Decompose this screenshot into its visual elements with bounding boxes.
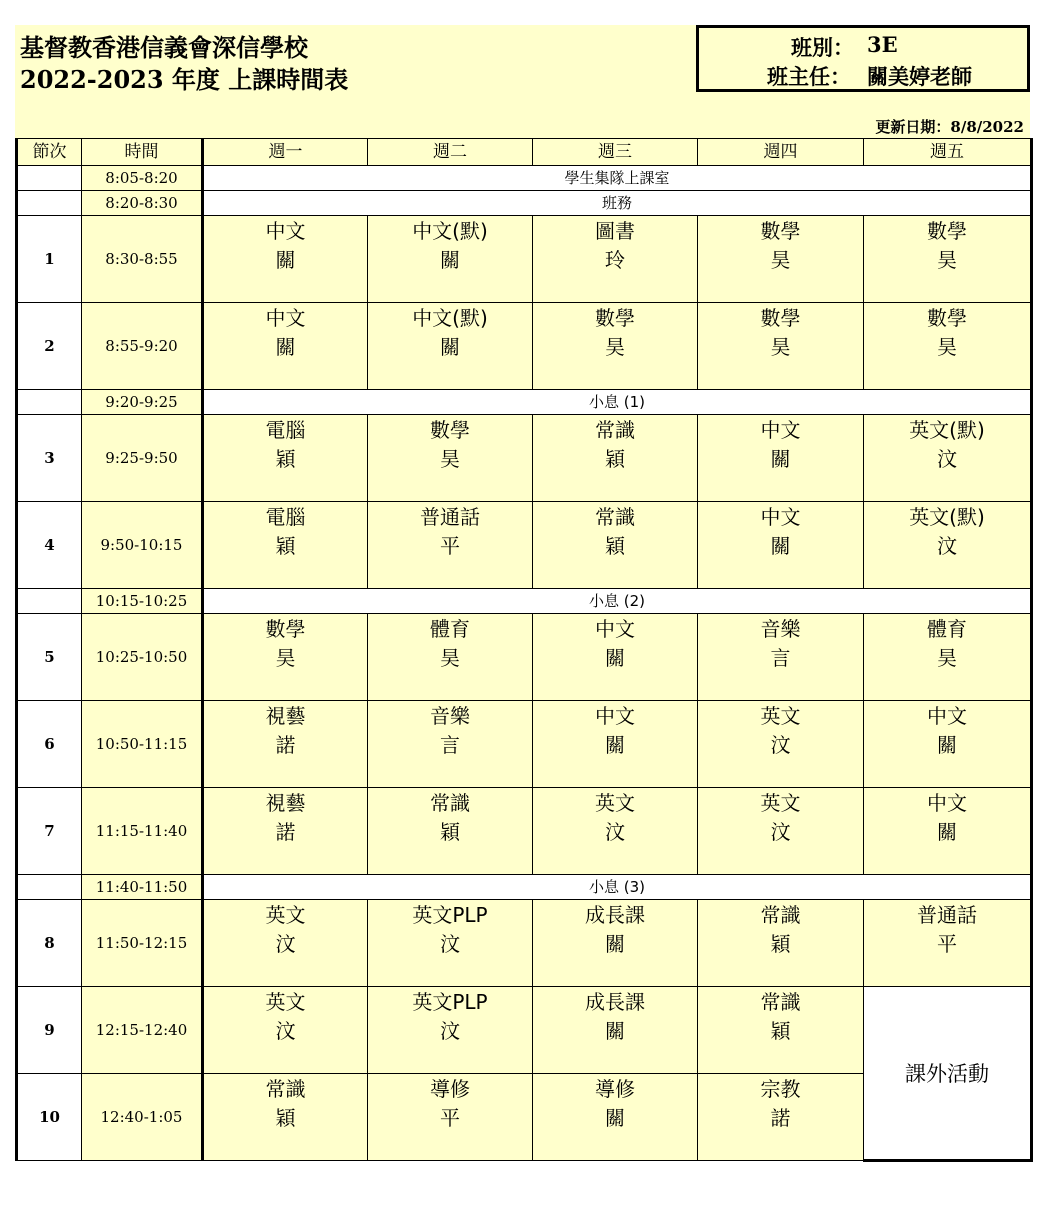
lesson-teacher: 穎 <box>275 447 296 471</box>
break-row <box>17 390 1032 415</box>
lesson-cell <box>864 900 1032 987</box>
lesson-cell <box>533 415 698 502</box>
lesson-teacher: 汶 <box>440 1019 460 1043</box>
lesson-teacher: 汶 <box>605 820 625 844</box>
lesson-cell <box>368 502 533 589</box>
lesson-subject: 英文PLP <box>412 990 488 1014</box>
lesson-teacher: 言 <box>440 733 460 757</box>
lesson-cell <box>864 614 1032 701</box>
lesson-cell <box>203 502 368 589</box>
band-time: 8:20-8:30 <box>82 191 203 216</box>
period-time: 11:50-12:15 <box>82 900 203 987</box>
lesson-cell <box>864 415 1032 502</box>
lesson-subject: 英文 <box>265 990 306 1014</box>
lesson-cell <box>698 900 864 987</box>
lesson-teacher: 穎 <box>605 534 625 558</box>
lesson-teacher: 關 <box>275 335 296 359</box>
lesson-cell <box>533 987 698 1074</box>
lesson-subject: 導修 <box>595 1077 635 1101</box>
period-number: 1 <box>17 216 82 303</box>
class-label: 班別： <box>791 35 854 60</box>
band-label: 學生集隊上課室 <box>203 166 1032 191</box>
lesson-teacher: 關 <box>605 733 625 757</box>
lesson-subject: 英文PLP <box>412 903 488 927</box>
lesson-teacher: 言 <box>770 646 791 670</box>
lesson-teacher: 穎 <box>770 1019 791 1043</box>
timetable-title: 2022-2023 年度 上課時間表 <box>20 65 349 94</box>
class-info-box <box>696 25 1030 92</box>
col-header-tue: 週二 <box>368 139 533 166</box>
lesson-cell <box>368 1074 533 1161</box>
band-period-cell <box>17 589 82 614</box>
period-time: 9:50-10:15 <box>82 502 203 589</box>
period-row <box>17 788 1032 875</box>
lesson-subject: 中文 <box>265 306 306 330</box>
lesson-teacher: 關 <box>605 1106 625 1130</box>
period-number: 10 <box>17 1074 82 1161</box>
period-row <box>17 987 1032 1074</box>
lesson-subject: 中文 <box>927 704 967 728</box>
lesson-teacher: 穎 <box>275 534 296 558</box>
lesson-teacher: 關 <box>440 248 460 272</box>
col-header-thu: 週四 <box>698 139 864 166</box>
lesson-subject: 中文 <box>595 704 635 728</box>
lesson-cell <box>203 216 368 303</box>
period-time: 8:30-8:55 <box>82 216 203 303</box>
lesson-subject: 英文(默) <box>909 505 985 529</box>
lesson-cell <box>368 303 533 390</box>
band-label: 班務 <box>203 191 1032 216</box>
lesson-subject: 普通話 <box>420 505 480 529</box>
lesson-subject: 導修 <box>430 1077 470 1101</box>
period-number: 5 <box>17 614 82 701</box>
lesson-cell <box>368 415 533 502</box>
lesson-teacher: 昊 <box>937 335 957 359</box>
lesson-teacher: 關 <box>605 932 625 956</box>
lesson-teacher: 關 <box>605 1019 625 1043</box>
period-row <box>17 502 1032 589</box>
band-period-cell <box>17 166 82 191</box>
lesson-subject: 體育 <box>430 617 470 641</box>
period-row <box>17 415 1032 502</box>
teacher-value: 關美婷老師 <box>867 64 972 89</box>
lesson-teacher: 關 <box>770 447 791 471</box>
lesson-subject: 中文 <box>265 219 306 243</box>
teacher-label: 班主任： <box>767 64 851 89</box>
period-time: 11:15-11:40 <box>82 788 203 875</box>
timetable <box>15 138 1033 1162</box>
lesson-subject: 數學 <box>430 418 470 442</box>
lesson-teacher: 汶 <box>275 1019 296 1043</box>
lesson-subject: 常識 <box>595 505 635 529</box>
lesson-teacher: 諾 <box>770 1106 791 1130</box>
lesson-cell <box>698 788 864 875</box>
lesson-cell <box>698 502 864 589</box>
lesson-cell <box>533 788 698 875</box>
lesson-subject: 英文 <box>595 791 635 815</box>
period-number: 8 <box>17 900 82 987</box>
lesson-cell <box>203 303 368 390</box>
lesson-subject: 電腦 <box>265 505 306 529</box>
col-header-mon: 週一 <box>203 139 368 166</box>
lesson-teacher: 諾 <box>275 820 296 844</box>
col-header-fri: 週五 <box>864 139 1032 166</box>
period-number: 2 <box>17 303 82 390</box>
lesson-cell <box>368 900 533 987</box>
lesson-cell <box>533 701 698 788</box>
lesson-teacher: 關 <box>440 335 460 359</box>
period-number: 7 <box>17 788 82 875</box>
lesson-teacher: 汶 <box>275 932 296 956</box>
lesson-subject: 常識 <box>430 791 470 815</box>
lesson-cell <box>368 987 533 1074</box>
col-header-wed: 週三 <box>533 139 698 166</box>
lesson-cell <box>203 788 368 875</box>
lesson-cell <box>533 502 698 589</box>
lesson-cell <box>698 1074 864 1161</box>
band-label: 小息 (3) <box>203 875 1032 900</box>
lesson-teacher: 昊 <box>937 646 957 670</box>
lesson-cell <box>864 788 1032 875</box>
lesson-teacher: 昊 <box>770 248 791 272</box>
period-row <box>17 614 1032 701</box>
lesson-teacher: 關 <box>937 820 957 844</box>
lesson-cell <box>203 1074 368 1161</box>
lesson-subject: 英文 <box>760 704 801 728</box>
lesson-cell <box>203 415 368 502</box>
lesson-teacher: 穎 <box>275 1106 296 1130</box>
lesson-subject: 成長課 <box>585 990 645 1014</box>
lesson-cell <box>368 216 533 303</box>
lesson-cell <box>533 900 698 987</box>
period-time: 9:25-9:50 <box>82 415 203 502</box>
lesson-teacher: 汶 <box>770 820 791 844</box>
band-time: 8:05-8:20 <box>82 166 203 191</box>
lesson-subject: 體育 <box>927 617 967 641</box>
lesson-subject: 常識 <box>760 990 801 1014</box>
lesson-teacher: 平 <box>440 534 460 558</box>
lesson-subject: 數學 <box>265 617 306 641</box>
break-row <box>17 166 1032 191</box>
lesson-cell <box>533 216 698 303</box>
period-time: 10:50-11:15 <box>82 701 203 788</box>
lesson-teacher: 關 <box>770 534 791 558</box>
lesson-teacher: 諾 <box>275 733 296 757</box>
break-row <box>17 875 1032 900</box>
lesson-cell <box>698 701 864 788</box>
lesson-subject: 音樂 <box>430 704 470 728</box>
lesson-teacher: 玲 <box>605 248 625 272</box>
lesson-teacher: 關 <box>275 248 296 272</box>
lesson-teacher: 關 <box>937 733 957 757</box>
lesson-cell <box>533 1074 698 1161</box>
header-row <box>17 139 1032 166</box>
lesson-teacher: 昊 <box>440 447 460 471</box>
lesson-cell <box>698 987 864 1074</box>
lesson-teacher: 昊 <box>275 646 296 670</box>
lesson-subject: 宗教 <box>760 1077 801 1101</box>
lesson-subject: 中文 <box>595 617 635 641</box>
lesson-cell <box>533 614 698 701</box>
lesson-subject: 中文(默) <box>412 306 488 330</box>
period-time: 8:55-9:20 <box>82 303 203 390</box>
lesson-teacher: 昊 <box>605 335 625 359</box>
lesson-subject: 英文 <box>265 903 306 927</box>
lesson-subject: 英文(默) <box>909 418 985 442</box>
lesson-subject: 音樂 <box>760 617 801 641</box>
lesson-teacher: 汶 <box>770 733 791 757</box>
lesson-subject: 常識 <box>595 418 635 442</box>
lesson-teacher: 汶 <box>937 534 957 558</box>
lesson-teacher: 汶 <box>937 447 957 471</box>
lesson-subject: 數學 <box>927 219 967 243</box>
lesson-subject: 中文 <box>760 505 801 529</box>
lesson-subject: 常識 <box>265 1077 306 1101</box>
band-label: 小息 (2) <box>203 589 1032 614</box>
lesson-cell <box>533 303 698 390</box>
lesson-teacher: 穎 <box>605 447 625 471</box>
lesson-subject: 常識 <box>760 903 801 927</box>
lesson-subject: 視藝 <box>265 704 306 728</box>
lesson-cell <box>368 614 533 701</box>
lesson-teacher: 平 <box>440 1106 460 1130</box>
lesson-teacher: 穎 <box>440 820 460 844</box>
lesson-teacher: 平 <box>937 932 957 956</box>
lesson-subject: 電腦 <box>265 418 306 442</box>
break-row <box>17 191 1032 216</box>
lesson-cell <box>203 987 368 1074</box>
band-time: 9:20-9:25 <box>82 390 203 415</box>
lesson-cell <box>368 788 533 875</box>
lesson-cell <box>203 701 368 788</box>
lesson-subject: 中文 <box>760 418 801 442</box>
lesson-subject: 數學 <box>760 306 801 330</box>
lesson-subject: 數學 <box>760 219 801 243</box>
lesson-cell <box>698 303 864 390</box>
band-period-cell <box>17 875 82 900</box>
lesson-cell <box>698 415 864 502</box>
class-value: 3E <box>867 32 898 57</box>
lesson-cell <box>864 502 1032 589</box>
lesson-cell <box>864 216 1032 303</box>
col-header-time: 時間 <box>82 139 203 166</box>
lesson-cell <box>203 900 368 987</box>
lesson-subject: 數學 <box>595 306 635 330</box>
lesson-teacher: 關 <box>605 646 625 670</box>
extra-activity-cell: 課外活動 <box>864 987 1032 1161</box>
lesson-subject: 數學 <box>927 306 967 330</box>
period-row <box>17 900 1032 987</box>
lesson-teacher: 穎 <box>770 932 791 956</box>
band-time: 10:15-10:25 <box>82 589 203 614</box>
period-number: 4 <box>17 502 82 589</box>
lesson-teacher: 昊 <box>770 335 791 359</box>
band-time: 11:40-11:50 <box>82 875 203 900</box>
period-time: 10:25-10:50 <box>82 614 203 701</box>
band-period-cell <box>17 390 82 415</box>
period-number: 9 <box>17 987 82 1074</box>
lesson-subject: 成長課 <box>585 903 645 927</box>
lesson-subject: 中文 <box>927 791 967 815</box>
col-header-period: 節次 <box>17 139 82 166</box>
lesson-cell <box>698 216 864 303</box>
lesson-cell <box>698 614 864 701</box>
break-row <box>17 589 1032 614</box>
lesson-cell <box>864 701 1032 788</box>
period-time: 12:15-12:40 <box>82 987 203 1074</box>
period-number: 6 <box>17 701 82 788</box>
lesson-cell <box>203 614 368 701</box>
lesson-teacher: 昊 <box>937 248 957 272</box>
lesson-teacher: 昊 <box>440 646 460 670</box>
period-row <box>17 701 1032 788</box>
period-row <box>17 303 1032 390</box>
school-name: 基督教香港信義會深信學校 <box>20 33 308 62</box>
period-time: 12:40-1:05 <box>82 1074 203 1161</box>
period-row <box>17 216 1032 303</box>
lesson-teacher: 汶 <box>440 932 460 956</box>
lesson-subject: 中文(默) <box>412 219 488 243</box>
update-date: 更新日期：8/8/2022 <box>875 118 1024 136</box>
band-period-cell <box>17 191 82 216</box>
lesson-subject: 英文 <box>760 791 801 815</box>
lesson-subject: 普通話 <box>917 903 977 927</box>
lesson-subject: 圖書 <box>595 219 635 243</box>
lesson-subject: 視藝 <box>265 791 306 815</box>
band-label: 小息 (1) <box>203 390 1032 415</box>
lesson-cell <box>368 701 533 788</box>
period-number: 3 <box>17 415 82 502</box>
lesson-cell <box>864 303 1032 390</box>
